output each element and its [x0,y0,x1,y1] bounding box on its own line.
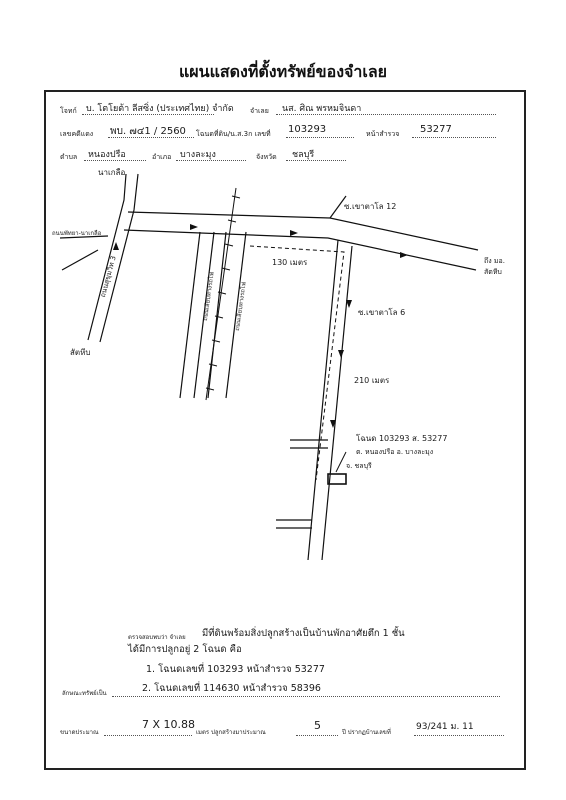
parcel-province: จ. ชลบุรี [346,462,372,470]
year-label: ปี ปรากฏบ้านเลขที่ [342,729,391,736]
plaintiff-label: โจทก์ [60,107,77,115]
survey-value: 53277 [420,124,452,135]
label-soi-6: ซ.เขาตาโล 6 [358,308,406,317]
defendant-value: นส. ศิณ พรหมจินดา [282,104,362,114]
arrow-icon [190,224,198,230]
arrow-icon [113,242,119,250]
deed-2: 2. โฉนดเลขที่ 114630 หน้าสำรวจ 58396 [142,683,321,694]
arrow-icon [338,350,344,358]
meter-label: เมตร ปลูกสร้างมาประมาณ [196,729,266,736]
soi-road-edge [308,240,338,560]
label-sukhumvit: ถนนสุขุมวิท 3 [98,254,118,299]
parcel-deed: โฉนด 103293 ส. 53277 [356,434,448,443]
years-line [296,735,338,736]
property-line [112,696,500,697]
label-soi-12: ซ.เขาตาโล 12 [344,202,397,211]
label-naklua: นาเกลือ [98,168,126,177]
district-value: บางละมุง [180,150,216,160]
size-label: ขนาดประมาณ [60,729,99,736]
parcel-location: ต. หนองปรือ อ. บางละมุง [356,448,434,456]
subdistrict-value: หนองปรือ [88,150,126,160]
inspection-text-2: ได้มีการปลูกอยู่ 2 โฉนด คือ [128,644,242,655]
label-left-road: ถนนพัทยา-นาเกลือ [52,230,102,237]
arrow-icon [290,230,298,236]
years-value: 5 [314,719,321,732]
deed-value: 103293 [288,124,327,135]
deed-label: โฉนดที่ดิน/น.ส.3ก เลขที่ [196,130,271,138]
subdistrict-label: ตำบล [60,153,78,161]
label-to-right: ถึง มอ. สัตหีบ [484,257,505,276]
property-label: ลักษณะทรัพย์เป็น [62,690,107,697]
label-dist-130: 130 เมตร [272,258,308,267]
case-label: เลขคดีแดง [60,130,94,138]
plaintiff-value: บ. โตโยต้า ลีสซิ่ง (ประเทศไทย) จำกัด [86,104,234,114]
house-no-line [414,735,504,736]
size-value: 7 X 10.88 [142,718,196,731]
label-sattahip: สัตหีบ [70,348,91,357]
parcel-marker [328,474,346,484]
route-dashed [250,246,344,480]
label-dist-210: 210 เมตร [354,376,390,385]
page-title: แผนแสดงที่ตั้งทรัพย์ของจำเลย [178,62,388,81]
province-value: ชลบุรี [292,150,315,160]
left-road [62,250,98,270]
arrow-icon [400,252,408,258]
survey-label: หน้าสำรวจ [366,130,400,138]
soi-road-edge [322,246,352,560]
defendant-label: จำเลย [250,107,269,115]
deed-1: 1. โฉนดเลขที่ 103293 หน้าสำรวจ 53277 [146,664,325,675]
inspection-label: ตรวจสอบพบว่า จำเลย [128,634,186,641]
case-value: พบ. ๗๔1 / 2560 [110,126,186,137]
label-rail-road-b: ถนนเลียบทางรถไฟ [233,281,248,332]
district-label: อำเภอ [152,153,172,161]
house-no: 93/241 ม. 11 [416,722,474,732]
province-label: จังหวัด [256,153,277,161]
size-line [104,735,192,736]
parcel-arrow [336,452,346,472]
label-rail-road-a: ถนนเลียบทางรถไฟ [201,271,216,322]
inspection-text: มีที่ดินพร้อมสิ่งปลูกสร้างเป็นบ้านพักอาศัยตึก 1 ชั้น [202,628,405,639]
main-road-edge [128,212,478,250]
